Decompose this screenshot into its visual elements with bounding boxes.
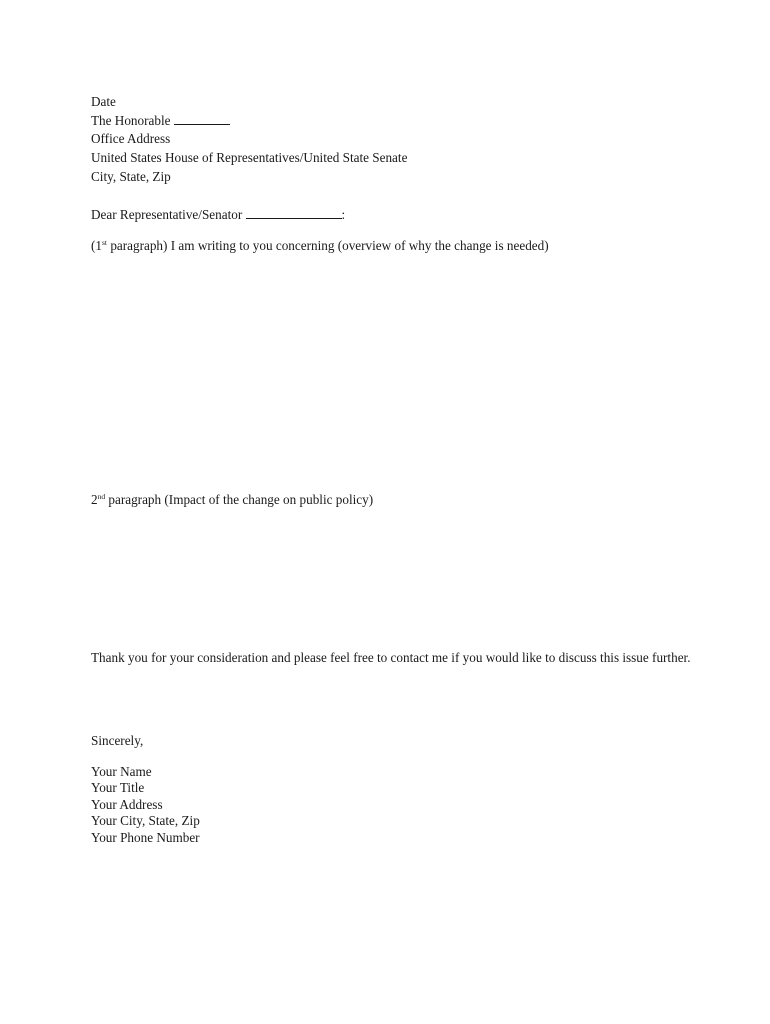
office-address-line: Office Address: [91, 131, 171, 146]
salutation-text: Dear Representative/Senator: [91, 207, 243, 222]
chamber-line: United States House of Representatives/United State Senate: [91, 150, 408, 165]
date-line: Date: [91, 94, 116, 109]
salutation-name-blank: [246, 207, 342, 219]
paragraph-1-open: (1: [91, 238, 102, 253]
recipient-name-blank: [174, 113, 230, 125]
paragraph-2-ordinal: nd: [97, 492, 106, 501]
salutation-line: [91, 207, 345, 223]
signature-city-state-zip: Your City, State, Zip: [91, 813, 200, 828]
signature-name: Your Name: [91, 764, 152, 779]
paragraph-1-text: paragraph) I am writing to you concerning (overview of why the change is needed): [107, 238, 549, 253]
paragraph-2-text: paragraph (Impact of the change on public policy): [105, 492, 374, 507]
recipient-name-line: [91, 113, 230, 129]
signature-address: Your Address: [91, 797, 163, 812]
paragraph-1: [91, 238, 549, 254]
paragraph-2: [91, 492, 373, 508]
paragraph-1-ordinal: st: [102, 238, 108, 247]
sincerely-line: Sincerely,: [91, 733, 144, 748]
recipient-city-line: City, State, Zip: [91, 169, 171, 184]
salutation-colon: :: [341, 207, 346, 222]
signature-phone: Your Phone Number: [91, 830, 200, 845]
closing-paragraph: Thank you for your consideration and please feel free to contact me if you would like to discuss this issue further.: [91, 650, 691, 665]
paragraph-2-number: 2: [91, 492, 98, 507]
recipient-prefix: The Honorable: [91, 113, 171, 128]
signature-title: Your Title: [91, 780, 145, 795]
